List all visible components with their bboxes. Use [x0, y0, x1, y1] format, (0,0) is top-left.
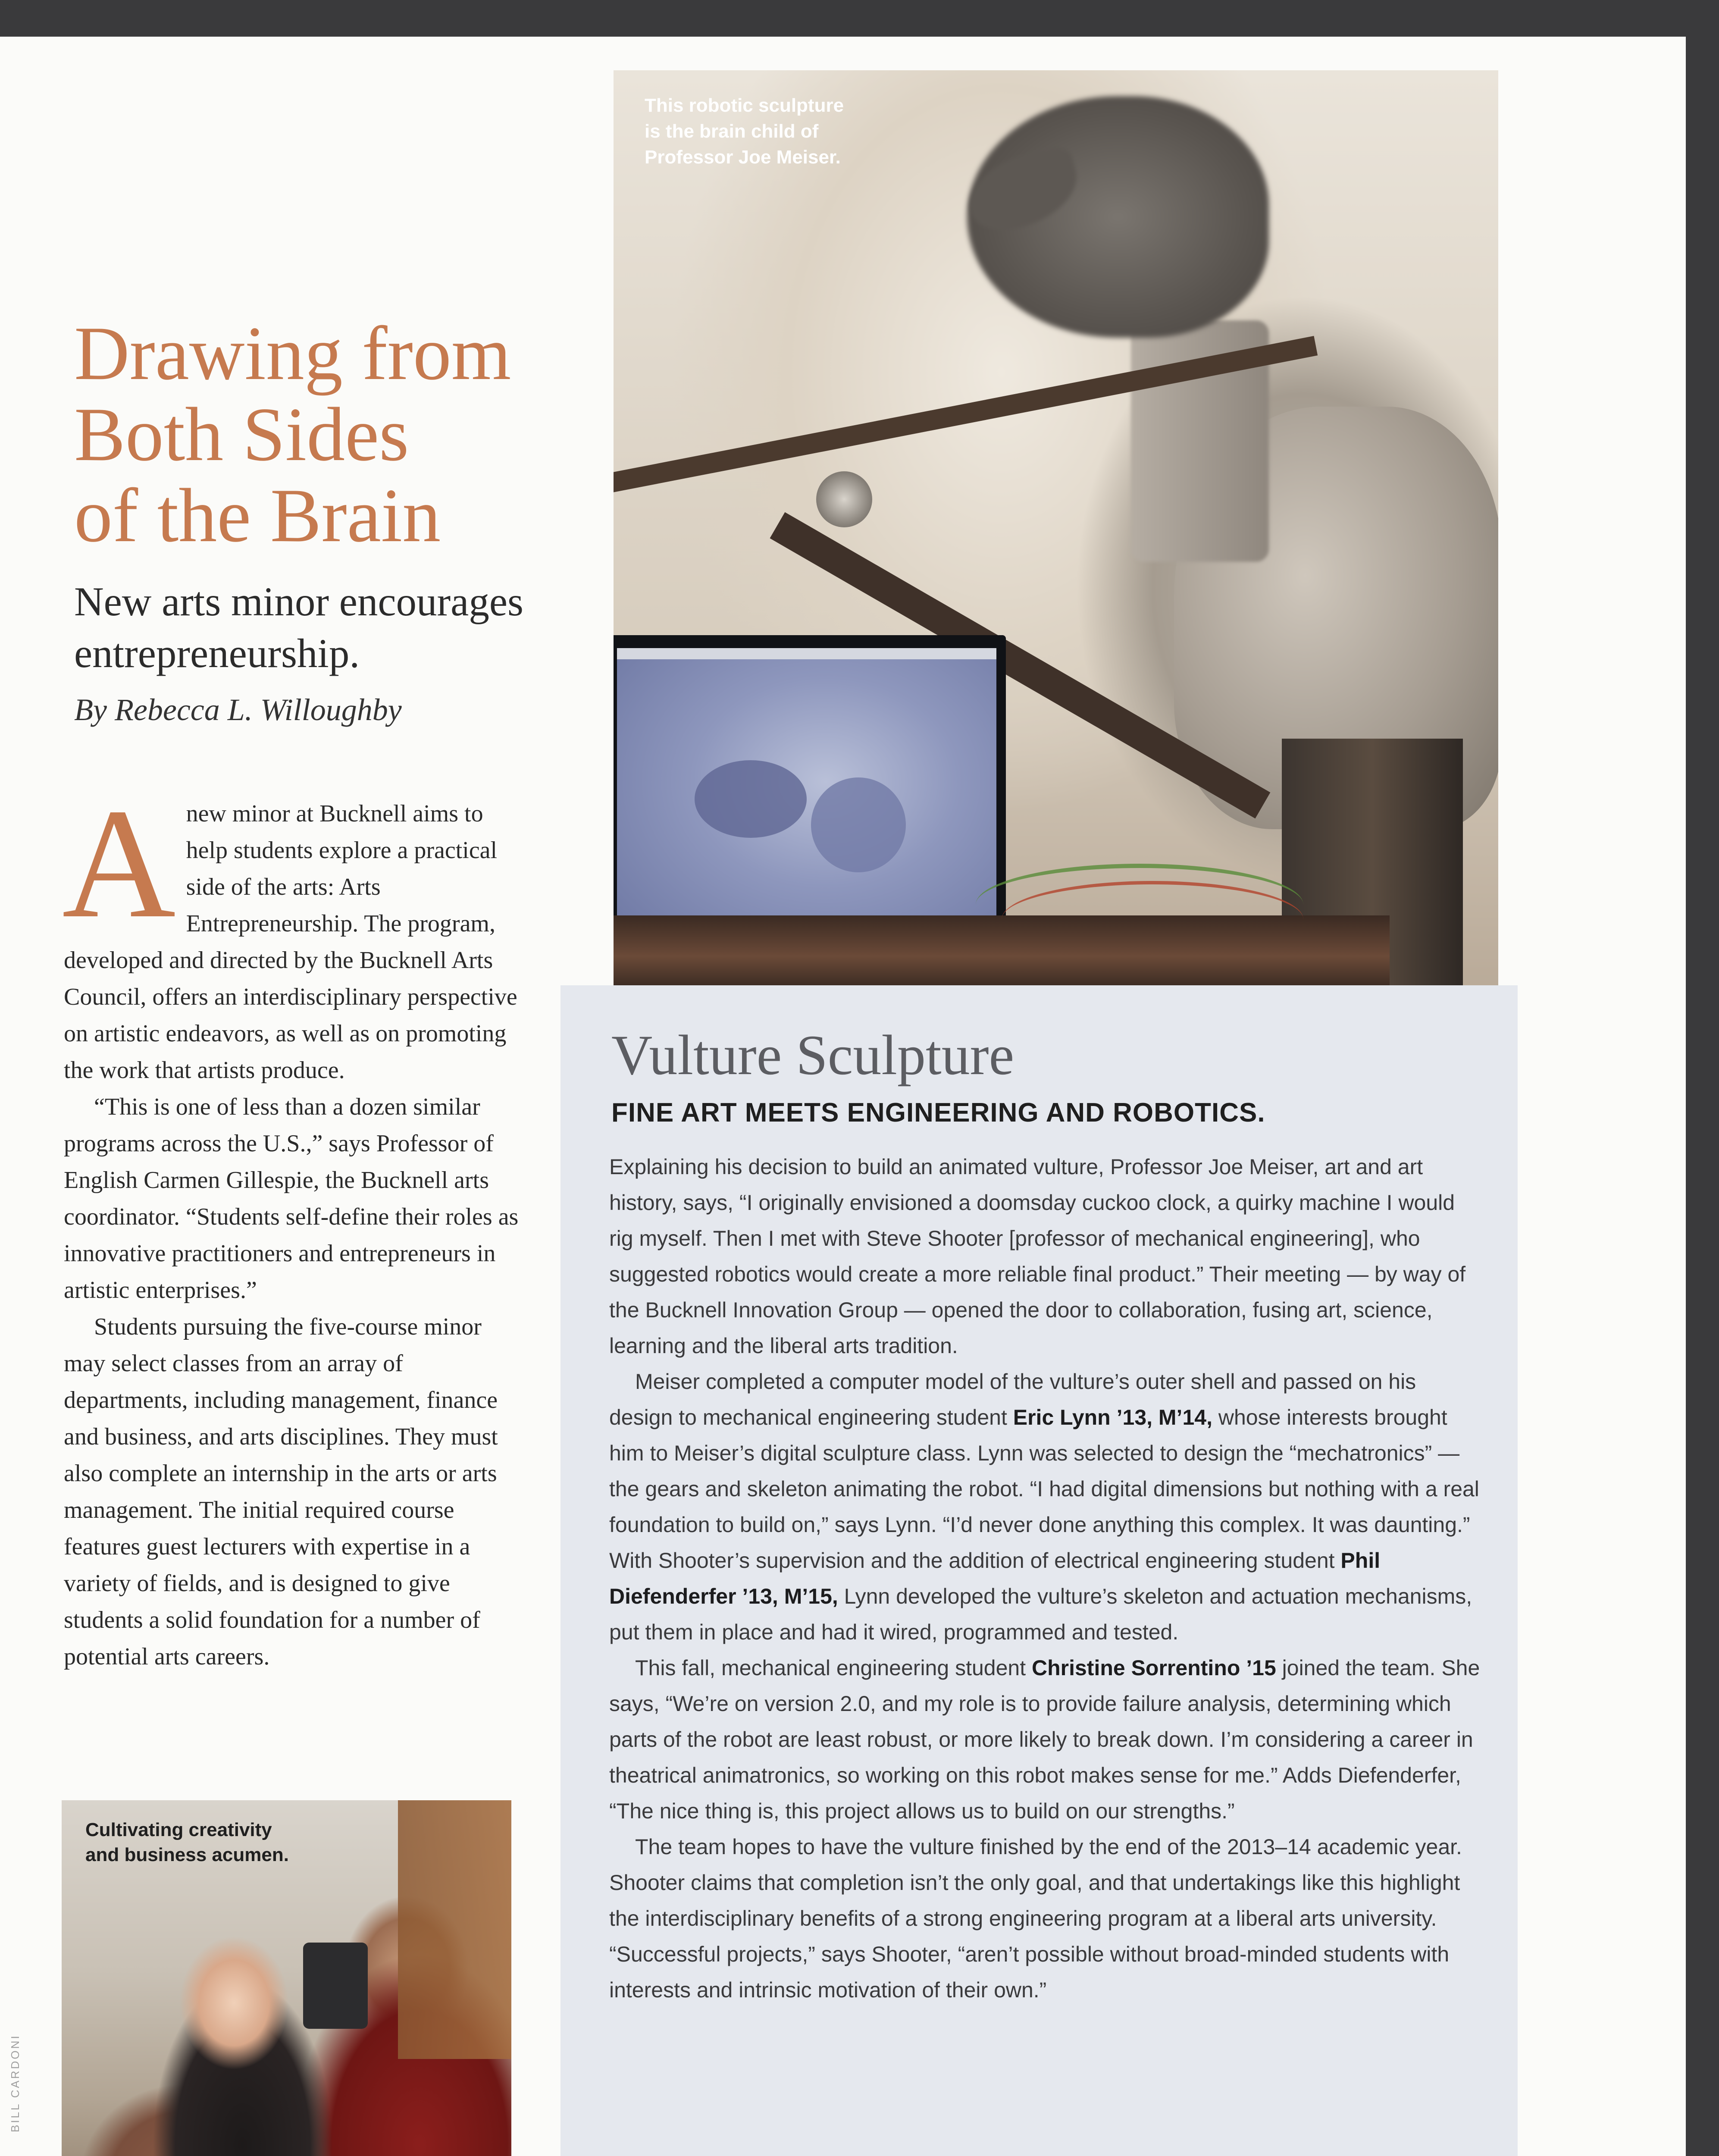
article-byline: By Rebecca L. Willoughby [74, 693, 402, 727]
sidebar-paragraph-3 [609, 1650, 1484, 1829]
p3-text-b: joined the team. She says, “We’re on version 2.0, and my role is to provide failure analysis, determining which parts of the robot are least robust, or more likely to break down. I’m considering a career in theatrical animatronics, so working on this robot makes sense for me.” Adds Diefenderfer, “The nice thing is, this project allows us to build on our strengths.” [609, 1656, 1480, 1823]
photo-door [398, 1800, 511, 2059]
vulture-photo [614, 70, 1498, 994]
vulture-caption-line-1: This robotic sculpture [645, 95, 844, 116]
name-christine-sorrentino: Christine Sorrentino ’15 [1031, 1656, 1276, 1680]
photo-credit: BILL CARDONI [9, 2034, 22, 2132]
drop-cap: A [62, 776, 176, 950]
students-photo [62, 1800, 511, 2156]
paragraph-1-text: new minor at Bucknell aims to help students explore a practical side of the arts: Arts Entrepreneurship. The program, developed and directed by the Bucknell Arts Council, offers an interdisciplinary perspective on artistic endeavors, as well as on promoting the work that artists produce. [64, 800, 517, 1084]
p2-text-c: Lynn developed the vulture’s skeleton and actuation mechanisms, put them in place and had it wired, programmed and tested. [609, 1584, 1472, 1644]
students-photo-caption [85, 1818, 289, 1868]
headline-line-2: Both Sides [74, 392, 409, 477]
article-body [62, 776, 521, 1675]
laptop-screen [617, 648, 996, 946]
sidebar-paragraph-4: The team hopes to have the vulture finished by the end of the 2013–14 academic year. Shooter claims that completion isn’t the only goal, and that undertakings like this highlight the interdisciplinary benefits of a strong engineering program at a liberal arts university. “Successful projects,” says Shooter, “aren’t possible without broad-minded students with interests and intrinsic motivation of their own.” [609, 1835, 1462, 2002]
article-paragraph-3: Students pursuing the five-course minor may select classes from an array of departments, including management, finance and business, and arts disciplines. They must also complete an internship in the arts or arts management. The initial required course features guest lecturers with expertise in a variety of fields, and is designed to give students a solid foundation for a number of potential arts careers. [64, 1313, 498, 1670]
screen-menubar [617, 648, 996, 659]
article-paragraph-1 [62, 776, 521, 1089]
name-eric-lynn: Eric Lynn ’13, M’14, [1013, 1405, 1212, 1429]
sidebar-subtitle: FINE ART MEETS ENGINEERING AND ROBOTICS. [611, 1098, 1265, 1128]
caption-line-1: Cultivating creativity [85, 1819, 272, 1840]
article-headline [74, 310, 548, 558]
screen-model-body [811, 777, 906, 872]
sidebar-paragraph-2 [609, 1364, 1484, 1650]
photo-dispenser [303, 1943, 368, 2029]
p3-text-a: This fall, mechanical engineering student [635, 1656, 1032, 1680]
sidebar-paragraph-1: Explaining his decision to build an animated vulture, Professor Joe Meiser, art and art history, says, “I originally envisioned a doomsday cuckoo clock, a quirky machine I would rig myself. Then I met with Steve Shooter [professor of mechanical engineering], who suggested robotics would create a more reliable final product.” Their meeting — by way of the Bucknell Innovation Group — opened the door to collaboration, fusing art, science, learning and the liberal arts tradition. [609, 1155, 1466, 1358]
p2-text-a: Meiser completed a computer model of the vulture’s outer shell and passed on his design to mechanical engineering student [609, 1369, 1416, 1429]
wires-red [1002, 881, 1303, 958]
vulture-photo-caption [645, 93, 844, 170]
caption-line-2: and business acumen. [85, 1844, 289, 1865]
sidebar-body [609, 1149, 1484, 2008]
headline-line-3: of the Brain [74, 473, 441, 558]
vulture-caption-line-3: Professor Joe Meiser. [645, 147, 841, 168]
headline-line-1: Drawing from [74, 310, 511, 396]
laptop [614, 635, 1006, 959]
article-dek: New arts minor encourages entrepreneurship. [74, 579, 523, 676]
p2-text-b: whose interests brought him to Meiser’s digital sculpture class. Lynn was selected to design the “mechatronics” — the gears and skeleton animating the robot. “I had digital dimensions but nothing with a real foundation to build on,” says Lynn. “I’d never done anything this complex. It was daunting.” With Shooter’s supervision and the addition of electrical engineering student [609, 1405, 1479, 1573]
magazine-page [0, 37, 1686, 2156]
robot-pulley [816, 471, 872, 527]
name-phil-diefenderfer: Phil Diefenderfer ’13, M’15, [609, 1548, 1381, 1608]
article-paragraph-2: “This is one of less than a dozen similar programs across the U.S.,” says Professor of English Carmen Gillespie, the Bucknell arts coordinator. “Students self-define their roles as innovative practitioners and entrepreneurs in artistic enterprises.” [64, 1094, 519, 1304]
sidebar-title: Vulture Sculpture [611, 1023, 1014, 1087]
screen-model-head [695, 760, 807, 838]
vulture-caption-line-2: is the brain child of [645, 121, 819, 142]
